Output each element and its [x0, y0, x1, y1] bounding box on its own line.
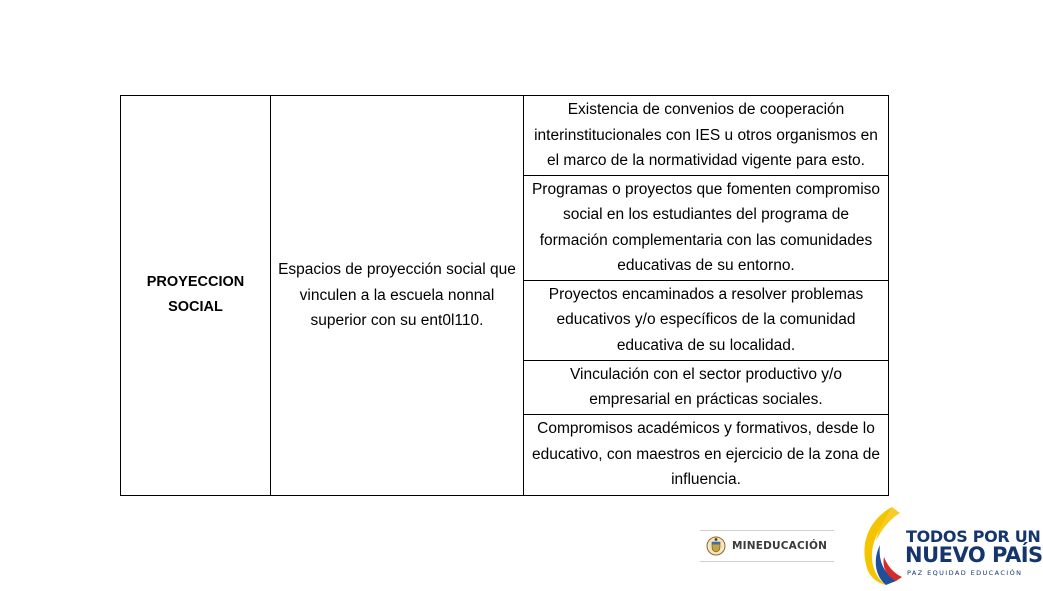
- flag-swoosh-icon: [856, 505, 908, 587]
- criteria-table-container: [120, 95, 889, 496]
- coat-of-arms-icon: [706, 536, 726, 556]
- category-cell: PROYECCION SOCIAL: [121, 96, 271, 496]
- todos-por-un-nuevo-pais-logo: [856, 505, 1043, 587]
- table-row: [121, 96, 889, 176]
- criterion-cell: Compromisos académicos y formativos, desde lo educativo, con maestros en ejercicio de la zona de influencia.: [524, 414, 889, 495]
- criteria-table: [120, 95, 889, 496]
- criterion-cell: Proyectos encaminados a resolver problemas educativos y/o específicos de la comunidad educativa de su localidad.: [524, 280, 889, 360]
- criterion-cell: Vinculación con el sector productivo y/o empresarial en prácticas sociales.: [524, 360, 889, 414]
- subcategory-cell: Espacios de proyección social que vinculen a la escuela nonnal superior con su ent0l110.: [271, 96, 524, 496]
- criterion-cell: Existencia de convenios de cooperación interinstitucionales con IES u otros organismos en el marco de la normatividad vigente para esto.: [524, 96, 889, 176]
- mineducacion-text: MINEDUCACIÓN: [732, 540, 828, 552]
- criterion-cell: Programas o proyectos que fomenten compromiso social en los estudiantes del programa de formación complementaria con las comunidades educativas de su entorno.: [524, 175, 889, 280]
- slogan-line1: TODOS POR UN: [906, 527, 1041, 546]
- slogan-line2: NUEVO PAÍS: [905, 543, 1043, 567]
- slogan-tagline: PAZ EQUIDAD EDUCACIÓN: [907, 569, 1023, 577]
- mineducacion-logo: [700, 530, 834, 562]
